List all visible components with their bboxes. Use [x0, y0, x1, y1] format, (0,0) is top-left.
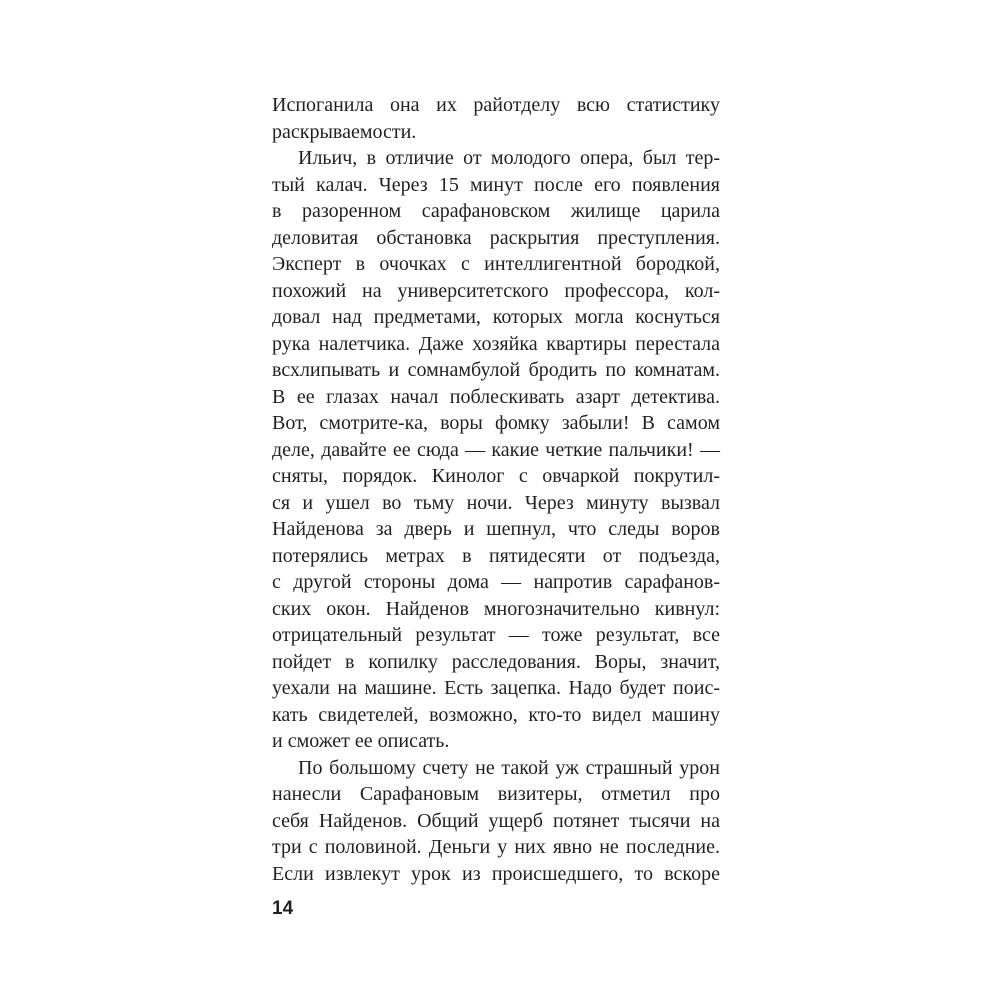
text-line: Если извлекут урок из происшедшего, то вскоре [272, 862, 720, 885]
text-line: раскрываемости. [272, 120, 417, 143]
text-line: с другой стороны дома — напротив сарафанов- [272, 571, 720, 593]
text-line: довал над предметами, которых могла коснуться [272, 306, 720, 328]
text-line: Вот, смотрите-ка, воры фомку забыли! В самом [272, 412, 720, 434]
text-line: кать свидетелей, возможно, кто-то видел машину [272, 703, 720, 726]
text-line: в разоренном сарафановском жилище царила [272, 200, 720, 222]
text-line: похожий на университетского профессора, кол- [272, 279, 720, 302]
text-line: Испоганила она их райотделу всю статистику [272, 94, 720, 116]
text-line: рука налетчика. Даже хозяйка квартиры перестала [272, 332, 720, 355]
text-line: себя Найденов. Общий ущерб потянет тысячи на [272, 809, 720, 832]
text-line: всхлипывать и сомнамбулой бродить по комнатам. [272, 359, 720, 381]
text-line: и сможет ее описать. [272, 730, 450, 752]
text-line: отрицательный результат — тоже результат, все [272, 624, 720, 646]
text-line: Эксперт в очочках с интеллигентной бородкой, [272, 253, 720, 275]
text-line: В ее глазах начал поблескивать азарт детектива. [272, 385, 720, 408]
page-number: 14 [272, 898, 294, 919]
text-line: уехали на машине. Есть зацепка. Надо будет поис- [272, 677, 720, 699]
text-line: деле, давайте ее сюда — какие четкие пальчики! — [272, 438, 720, 461]
text-line: ских окон. Найденов многозначительно кивнул: [272, 597, 720, 620]
text-line: ся и ушел во тьму ночи. Через минуту вызвал [272, 491, 720, 514]
text-line: По большому счету не такой уж страшный урон [298, 756, 720, 779]
text-line: сняты, порядок. Кинолог с овчаркой покрутил- [272, 465, 720, 487]
text-line: деловитая обстановка раскрытия преступления. [272, 226, 720, 249]
text-line: нанесли Сарафановым визитеры, отметил про [272, 783, 720, 805]
text-line: три с половиной. Деньги у них явно не последние. [272, 836, 720, 858]
text-line: тый калач. Через 15 минут после его появления [272, 173, 720, 196]
text-line: потерялись метрах в пятидесяти от подъезда, [272, 544, 720, 567]
text-line: Ильич, в отличие от молодого опера, был тер- [298, 147, 720, 169]
text-line: пойдет в копилку расследования. Воры, значит, [272, 650, 720, 673]
text-line: Найденова за дверь и шепнул, что следы воров [272, 518, 720, 540]
body-text [272, 92, 720, 887]
